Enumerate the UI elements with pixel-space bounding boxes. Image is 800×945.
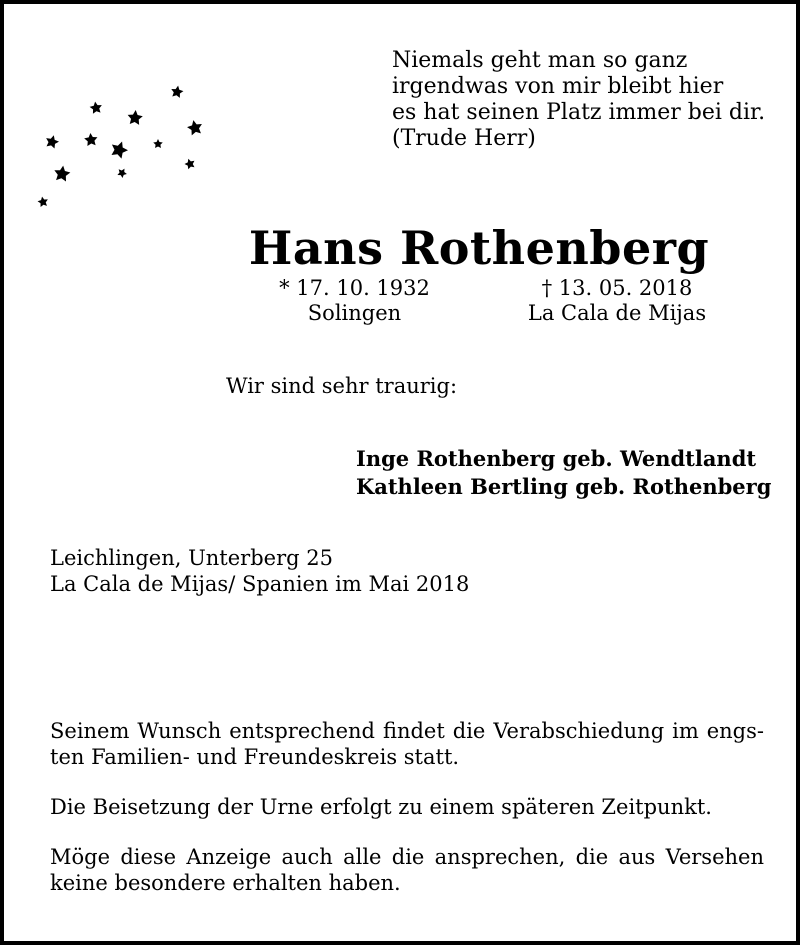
star-icon bbox=[183, 157, 196, 170]
address-line: Leichlingen, Unterberg 25 bbox=[50, 546, 333, 570]
birth-date: * 17. 10. 1932 bbox=[279, 276, 430, 300]
mourner-name: Kathleen Bertling geb. Rothenberg bbox=[356, 474, 772, 499]
birth-info bbox=[272, 276, 437, 326]
stars-icon bbox=[32, 78, 222, 218]
farewell-paragraph bbox=[50, 718, 764, 770]
paragraph-line: Die Beisetzung der Urne erfolgt zu einem späteren Zeitpunkt. bbox=[50, 795, 712, 819]
notice-paragraph bbox=[50, 844, 764, 896]
paragraph-line: keine besondere erhalten haben. bbox=[50, 871, 401, 895]
poem-line: Niemals geht man so ganz bbox=[392, 48, 688, 73]
star-icon bbox=[153, 139, 163, 148]
star-icon bbox=[53, 164, 71, 181]
deceased-name: Hans Rothenberg bbox=[248, 221, 710, 275]
address-block bbox=[50, 545, 469, 597]
death-date: † 13. 05. 2018 bbox=[541, 276, 693, 300]
star-icon bbox=[186, 119, 204, 136]
address-line: La Cala de Mijas/ Spanien im Mai 2018 bbox=[50, 572, 470, 596]
paragraph-line: Seinem Wunsch entsprechend findet die Verabschiedung im engs- bbox=[50, 719, 764, 743]
star-icon bbox=[108, 139, 130, 160]
burial-paragraph bbox=[50, 794, 764, 820]
star-icon bbox=[44, 134, 60, 150]
poem-line: es hat seinen Platz immer bei dir. bbox=[392, 100, 766, 125]
poem-author: (Trude Herr) bbox=[392, 126, 536, 151]
paragraph-line: ten Familien- und Freundeskreis statt. bbox=[50, 745, 460, 769]
star-icon bbox=[127, 109, 143, 125]
poem-line: irgendwas von mir bleibt hier bbox=[392, 74, 724, 99]
death-place: La Cala de Mijas bbox=[527, 301, 707, 325]
paragraph-line: Möge diese Anzeige auch alle die ansprechen, die aus Versehen bbox=[50, 845, 764, 869]
death-info bbox=[522, 276, 712, 326]
notice-text bbox=[50, 718, 764, 920]
mourning-line: Wir sind sehr traurig: bbox=[226, 374, 458, 398]
birth-place: Solingen bbox=[307, 301, 402, 325]
poem-quote bbox=[392, 48, 765, 152]
star-icon bbox=[116, 166, 129, 179]
mourners-list bbox=[356, 445, 771, 501]
star-icon bbox=[84, 132, 98, 146]
mourner-name: Inge Rothenberg geb. Wendtlandt bbox=[356, 446, 757, 471]
star-icon bbox=[89, 101, 103, 114]
star-icon bbox=[170, 85, 184, 99]
star-icon bbox=[37, 196, 49, 208]
